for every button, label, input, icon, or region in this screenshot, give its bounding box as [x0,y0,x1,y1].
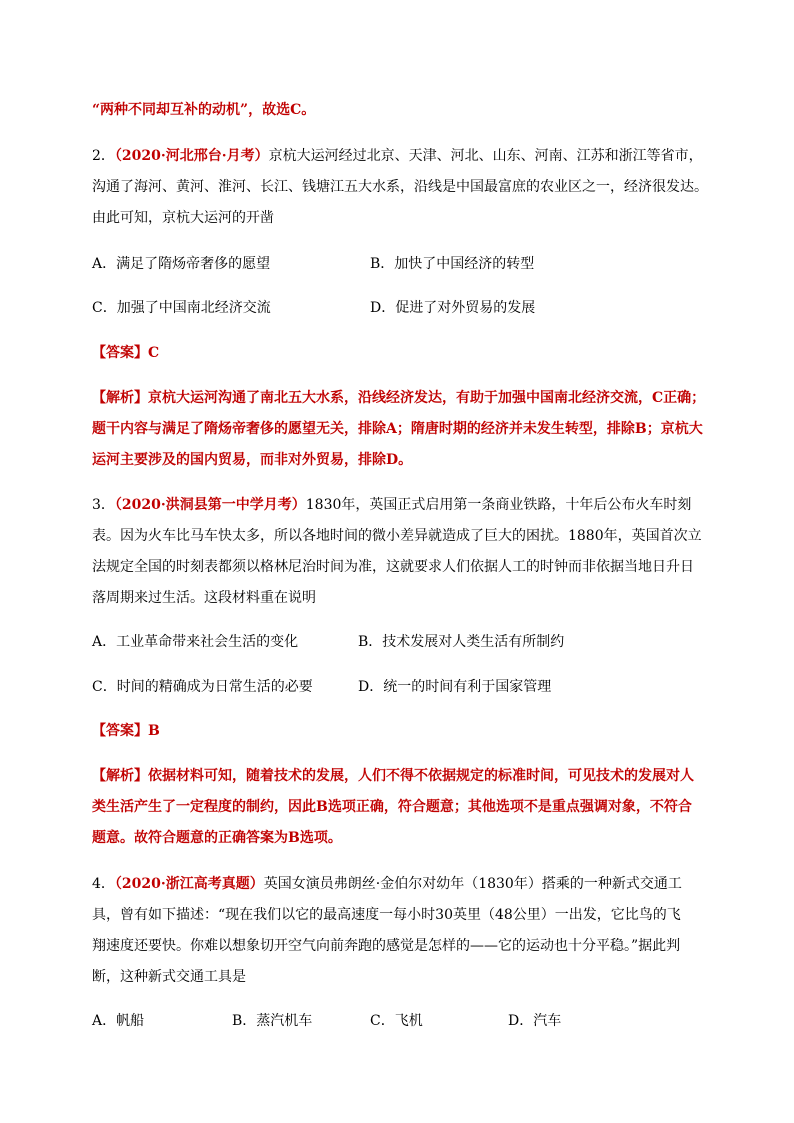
q4-stem-text1: 英国女演员弗朗丝·金伯尔对幼年（1830年）搭乘的一种新式交通工 [263,876,682,892]
q2-analysis-line3: 运河主要涉及的国内贸易，而非对外贸易，排除D。 [92,452,413,468]
q2-number: 2． [92,148,115,164]
q3-analysis-line3: 题意。故符合题意的正确答案为B选项。 [92,830,342,846]
q3-option-a: A．工业革命带来社会生活的变化 [92,634,299,650]
q4-option-d: D．汽车 [508,1013,562,1029]
q4-stem-line3: 翔速度还要快。你难以想象切开空气向前奔跑的感觉是怎样的——它的运动也十分平稳。”据此判 [92,938,681,954]
q3-option-d: D．统一的时间有利于国家管理 [358,679,552,695]
q2-answer: 【答案】C [92,345,160,361]
q3-option-b: B．技术发展对人类生活有所制约 [358,634,565,650]
q4-stem-line1 [92,874,682,896]
q4-option-b: B．蒸汽机车 [232,1013,313,1029]
q3-number: 3． [92,497,115,513]
q3-stem-line1 [92,495,691,517]
q3-stem-line4: 落周期来过生活。这段材料重在说明 [92,590,316,606]
q3-source: （2020·洪洞县第一中学月考） [114,497,306,513]
q3-stem-line3: 法规定全国的时刻表都须以格林尼治时间为准，这就要求人们依据人工的时钟而非依据当地日升日 [92,559,694,575]
q2-stem-text1: 京杭大运河经过北京、天津、河北、山东、河南、江苏和浙江等省市， [268,148,703,164]
q3-analysis-line2: 类生活产生了一定程度的制约，因此B选项正确，符合题意；其他选项不是重点强调对象，不符合 [92,799,692,815]
q4-stem-line4: 断，这种新式交通工具是 [92,969,246,985]
q3-option-c: C．时间的精确成为日常生活的必要 [92,679,313,695]
q4-source: （2020·浙江高考真题） [114,876,264,892]
q4-option-c: C．飞机 [370,1013,423,1029]
q3-analysis-line1: 【解析】依据材料可知，随着技术的发展，人们不得不依据规定的标准时间，可见技术的发展对人 [92,768,694,784]
q2-stem-line2: 沟通了海河、黄河、淮河、长江、钱塘江五大水系，沿线是中国最富庶的农业区之一，经济很发达。 [92,179,708,195]
q2-stem-line3: 由此可知，京杭大运河的开凿 [92,210,274,226]
q2-analysis-line2: 题干内容与满足了隋炀帝奢侈的愿望无关，排除A；隋唐时期的经济并未发生转型，排除B；京杭大 [92,421,703,437]
q2-analysis-line1: 【解析】京杭大运河沟通了南北五大水系，沿线经济发达，有助于加强中国南北经济交流，C正确； [92,390,706,406]
q2-option-c: C．加强了中国南北经济交流 [92,300,271,316]
q2-source: （2020·河北邢台·月考） [114,148,269,164]
q2-stem-line1 [92,146,703,168]
q4-stem-line2: 具，曾有如下描述：“现在我们以它的最高速度一每小时30英里（48公里）一出发，它比鸟的飞 [92,907,681,923]
q1-conclusion: “两种不同却互补的动机”，故选C。 [92,102,316,118]
q2-option-b: B．加快了中国经济的转型 [370,256,535,272]
q4-number: 4． [92,876,115,892]
q3-stem-line2: 表。因为火车比马车快太多，所以各地时间的微小差异就造成了巨大的困扰。1880年，英国首次立 [92,528,702,544]
q3-stem-text1: 1830年，英国正式启用第一条商业铁路，十年后公布火车时刻 [305,497,692,513]
q2-option-d: D．促进了对外贸易的发展 [370,300,536,316]
q3-answer: 【答案】B [92,723,160,739]
q2-option-a: A．满足了隋炀帝奢侈的愿望 [92,256,271,272]
q4-option-a: A．帆船 [92,1013,145,1029]
